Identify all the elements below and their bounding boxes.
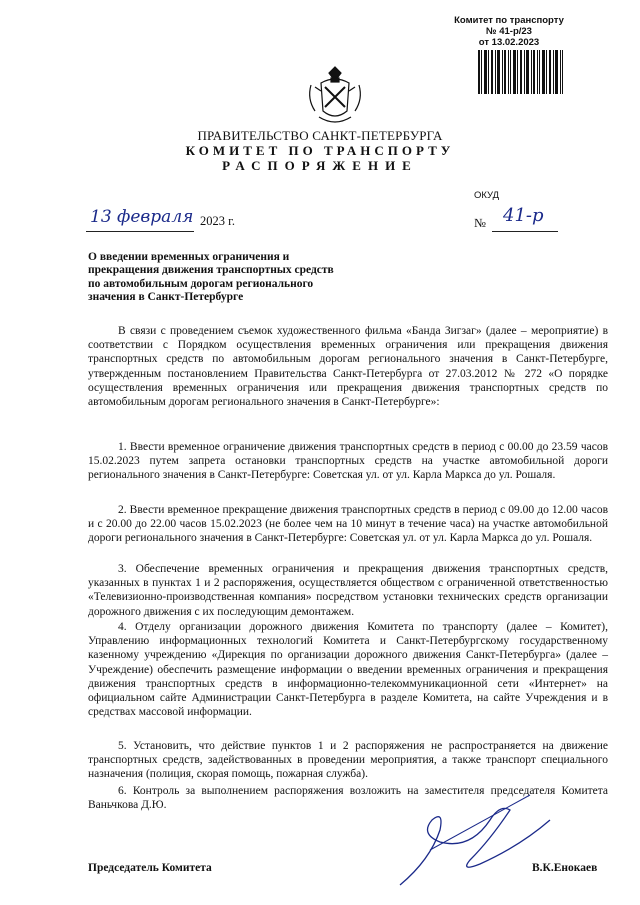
handwritten-date: 13 февраля <box>90 207 194 227</box>
okud-label: ОКУД <box>474 190 500 201</box>
document-title: О введении временных ограничения и прекращения движения транспортных средств по автомобильным дорогам регионального значения в Санкт-Петербурге <box>88 251 334 303</box>
handwritten-signature <box>370 790 570 890</box>
stamp-line-3: от 13.02.2023 <box>478 37 540 48</box>
barcode <box>478 50 563 94</box>
signatory-name: В.К.Енокаев <box>532 862 598 874</box>
coat-of-arms-icon <box>305 65 365 127</box>
document-year: 2023 г. <box>200 214 235 228</box>
paragraph-5: 5. Установить, что действие пунктов 1 и 2 распоряжения не распространяется на движение транспортных средств, задействованных в проведении мероприятия, а также транспорт специального назначения (полиция, скорая помощь, пожарная служба). <box>88 740 608 781</box>
number-label: № <box>474 216 486 230</box>
handwritten-number: 41-р <box>503 205 544 226</box>
intro-paragraph: В связи с проведением съемок художественного фильма «Банда Зигзаг» (далее – мероприятие) в соответствии с Порядком осуществления временных ограничения или прекращения движения транспортных средств по автомобильным дорогам регионального значения в Санкт-Петербурге, утвержденным постановлением Правительства Санкт-Петербурга от 27.03.2012 № 272 «О порядке осуществления временных ограничения или прекращения движения транспортных средств по автомобильным дорогам регионального значения в Санкт-Петербурге»: <box>88 325 608 409</box>
paragraph-3: 3. Обеспечение временных ограничения и прекращения движения транспортных средств, указанных в пунктах 1 и 2 распоряжения, осуществляется обществом с ограниченной ответственностью «Телевизионно-производственная компания» посредством установки технических средств организации дорожного движения с их последующим демонтажем. <box>88 563 608 618</box>
committee-name: КОМИТЕТ ПО ТРАНСПОРТУ <box>185 143 455 158</box>
stamp-line-2: № 41-р/23 <box>486 26 532 37</box>
registration-stamp <box>454 15 564 48</box>
government-name: ПРАВИТЕЛЬСТВО САНКТ-ПЕТЕРБУРГА <box>197 128 443 143</box>
paragraph-4: 4. Отделу организации дорожного движения Комитета по транспорту (далее – Комитет), Управлению информационных технологий Комитета и Санкт-Петербургскому государственному казенному учреждению «Дирекция по организации дорожного движения Санкт-Петербурга» (далее – Учреждение) обеспечить размещение информации о введении временных ограничения и прекращения движения транспортных средств в информационно-телекоммуникационной сети «Интернет» на официальном сайте Администрации Санкт-Петербурга в разделе Комитета, на сайте Учреждения и в средствах массовой информации. <box>88 621 608 719</box>
document-type: РАСПОРЯЖЕНИЕ <box>222 158 418 173</box>
paragraph-6: 6. Контроль за выполнением распоряжения возложить на заместителя председателя Комитета Ваньчкова Д.Ю. <box>88 785 608 812</box>
stamp-line-1: Комитет по транспорту <box>454 15 564 26</box>
signatory-position: Председатель Комитета <box>88 862 212 874</box>
paragraph-1: 1. Ввести временное ограничение движения транспортных средств в период с 00.00 до 23.59 часов 15.02.2023 путем запрета остановки транспортных средств на участке автомобильной дороги регионального значения в Санкт-Петербурге: Советская ул. от ул. Карла Маркса до ул. Рошаля. <box>88 441 608 482</box>
paragraph-2: 2. Ввести временное прекращение движения транспортных средств в период с 09.00 до 12.00 часов и с 20.00 до 22.00 часов 15.02.2023 (не более чем на 10 минут в течение часа) на участке автомобильной дороги регионального значения в Санкт-Петербурге: Советская ул. от ул. Карла Маркса до ул. Рошаля. <box>88 504 608 545</box>
